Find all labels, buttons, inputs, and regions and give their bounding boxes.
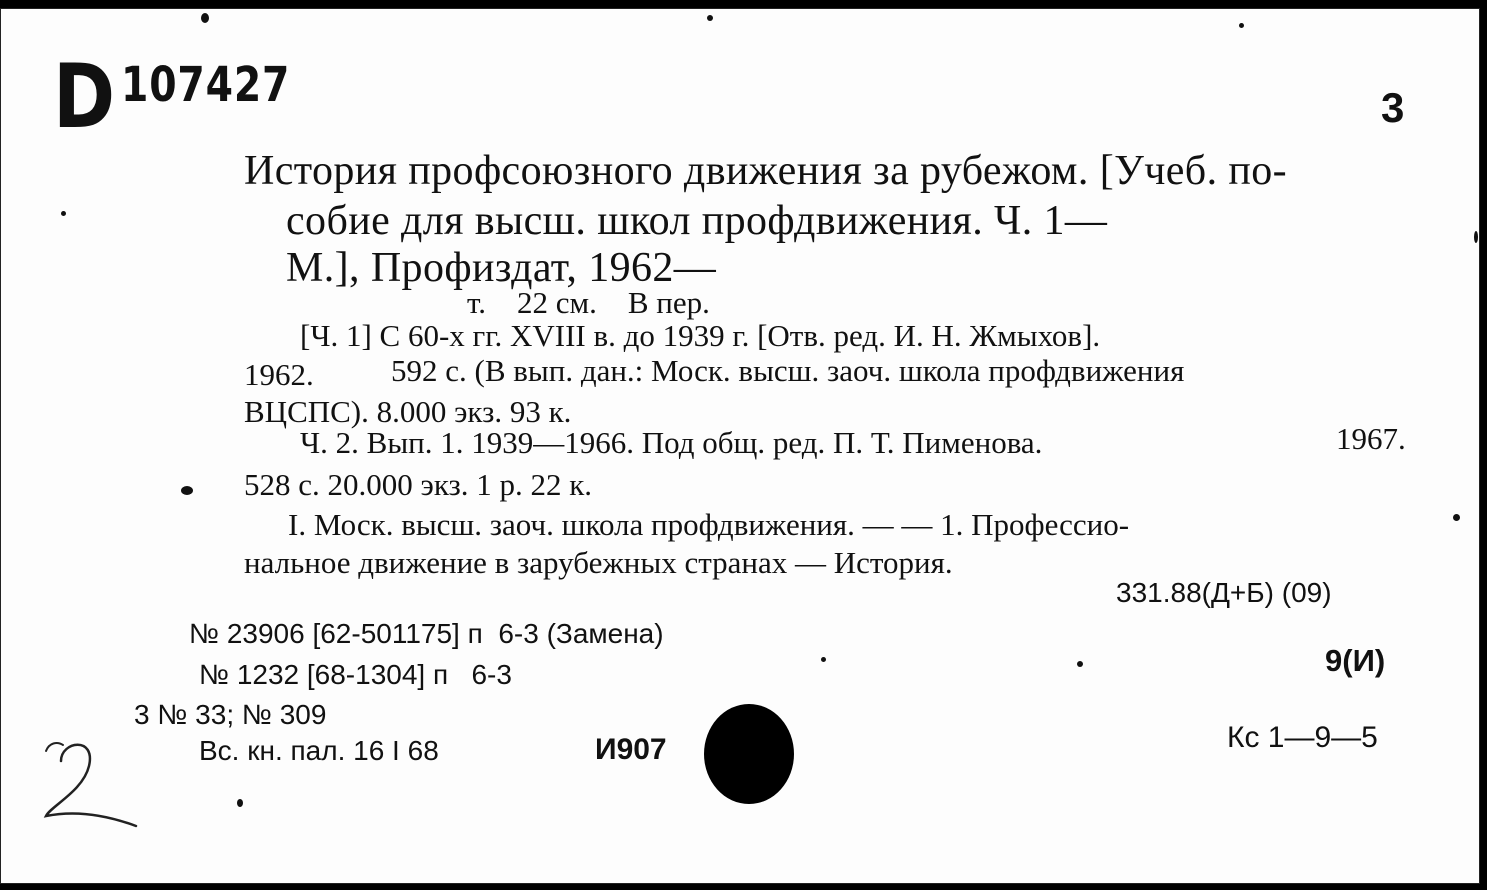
speck <box>707 15 713 21</box>
call-number-letter: D <box>53 45 116 148</box>
speck <box>181 486 193 495</box>
subject-line-1: I. Моск. высш. заоч. школа профдвижения. — — 1. Профессио- <box>288 507 1130 542</box>
page-number: 3 <box>1381 84 1405 131</box>
record-line-4: Вс. кн. пал. 16 I 68 <box>199 735 439 766</box>
title-line-2: собие для высш. школ профдвижения. Ч. 1— <box>286 198 1108 244</box>
speck <box>1453 514 1460 521</box>
title-line-1: История профсоюзного движения за рубежом. [Учеб. по- <box>244 148 1288 194</box>
record-line-3: 3 № 33; № 309 <box>134 699 327 730</box>
part1-line-2-year: 1962. <box>244 357 314 392</box>
part2-year: 1967. <box>1336 421 1406 456</box>
speck <box>1077 661 1083 667</box>
speck <box>1474 231 1478 243</box>
part1-line-1: [Ч. 1] С 60-х гг. XVIII в. до 1939 г. [Отв. ред. И. Н. Жмыхов]. <box>300 318 1101 353</box>
handwritten-mark <box>41 731 151 836</box>
subject-line-2: нальное движение в зарубежных странах — История. <box>244 545 953 580</box>
speck <box>821 657 826 662</box>
punch-hole <box>704 704 794 804</box>
speck <box>61 211 66 216</box>
speck <box>201 13 209 23</box>
record-code: И907 <box>595 733 667 766</box>
part1-line-2: 592 с. (В вып. дан.: Моск. высш. заоч. школа профдвижения <box>391 353 1185 388</box>
right-code-1: 9(И) <box>1325 643 1386 678</box>
part1-line-3: ВЦСПС). 8.000 экз. 93 к. <box>244 394 572 429</box>
part2-line-2: 528 с. 20.000 экз. 1 р. 22 к. <box>244 467 593 502</box>
title-line-3: М.], Профиздат, 1962— <box>286 245 717 291</box>
record-line-1: № 23906 [62-501175] п 6-3 (Замена) <box>189 618 664 649</box>
classification-code: 331.88(Д+Б) (09) <box>1116 577 1332 608</box>
speck <box>237 799 243 807</box>
part2-line-1: Ч. 2. Вып. 1. 1939—1966. Под общ. ред. П. Т. Пименова. <box>300 425 1043 460</box>
right-code-2: Кс 1—9—5 <box>1227 721 1378 754</box>
catalog-card <box>0 8 1480 884</box>
call-number-digits: 107427 <box>121 57 291 113</box>
imprint-line: т. 22 см. В пер. <box>467 285 710 320</box>
speck <box>1239 23 1244 28</box>
record-line-2: № 1232 [68-1304] п 6-3 <box>199 659 512 690</box>
